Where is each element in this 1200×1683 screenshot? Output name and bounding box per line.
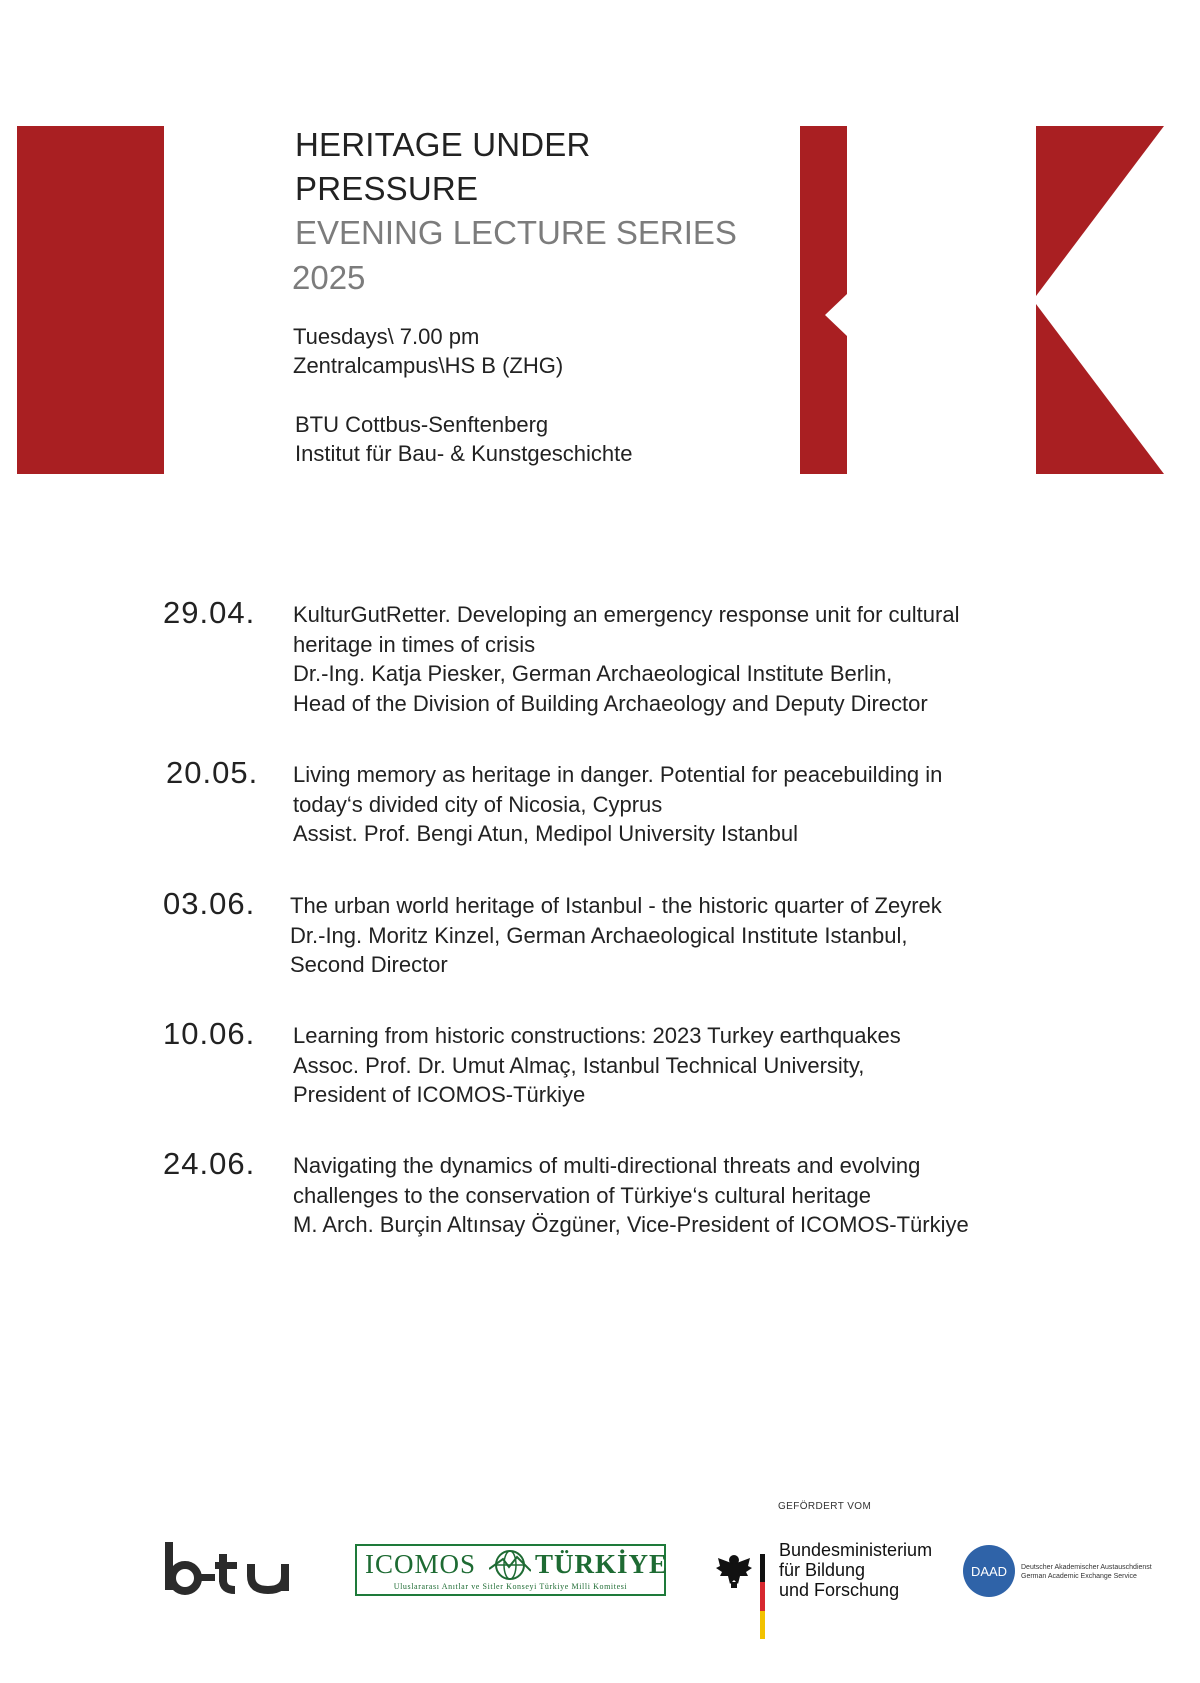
daad-line: Deutscher Akademischer Austauschdienst — [1021, 1564, 1152, 1571]
schedule-time: Tuesdays\ 7.00 pm — [293, 324, 480, 349]
german-flag-bar — [760, 1554, 765, 1639]
lecture-title-line: Learning from historic constructions: 2023 Turkey earthquakes — [293, 1023, 901, 1048]
red-k-graphic — [800, 126, 1164, 474]
host-institute: Institut für Bau- & Kunstgeschichte — [295, 441, 633, 466]
lecture-title-line: The urban world heritage of Istanbul - the historic quarter of Zeyrek — [290, 893, 942, 918]
lecture-speaker-line: M. Arch. Burçin Altınsay Özgüner, Vice-President of ICOMOS-Türkiye — [293, 1212, 969, 1237]
lecture-speaker-line: Head of the Division of Building Archaeology and Deputy Director — [293, 690, 928, 716]
funded-by-caption: GEFÖRDERT VOM — [778, 1501, 872, 1512]
lecture-date: 20.05. — [166, 755, 259, 790]
lecture-speaker-line: Assist. Prof. Bengi Atun, Medipol University Istanbul — [293, 821, 799, 846]
btu-logo — [163, 1540, 298, 1600]
lecture-title-line: KulturGutRetter. Developing an emergency response unit for cultural — [293, 602, 960, 627]
lecture-description — [293, 1021, 1033, 1110]
lecture-description — [293, 760, 1033, 849]
bmbf-text — [779, 1540, 932, 1600]
lecture-date: 29.04. — [163, 595, 256, 630]
subtitle-line-1: EVENING LECTURE SERIES — [295, 214, 737, 251]
lecture-description — [293, 600, 1033, 718]
lecture-speaker-line: Dr.-Ing. Katja Piesker, German Archaeological Institute Berlin, — [293, 661, 893, 686]
lecture-title-line: heritage in times of crisis — [293, 631, 536, 657]
lecture-speaker-line: Assoc. Prof. Dr. Umut Almaç, Istanbul Technical University, — [293, 1052, 865, 1078]
subtitle-year: 2025 — [292, 259, 366, 296]
title-line-1: HERITAGE UNDER — [295, 126, 591, 163]
lecture-speaker-line: Dr.-Ing. Moritz Kinzel, German Archaeological Institute Istanbul, — [290, 922, 908, 948]
icomos-wordmark: ICOMOS — [365, 1549, 477, 1579]
lecture-speaker-line: President of ICOMOS-Türkiye — [293, 1082, 586, 1107]
icomos-globe-icon — [489, 1549, 531, 1581]
turkiye-wordmark: TÜRKİYE — [535, 1549, 669, 1579]
bmbf-line: Bundesministerium — [779, 1540, 933, 1560]
title-line-2: PRESSURE — [295, 170, 479, 207]
lecture-title-line: Navigating the dynamics of multi-directional threats and evolving — [293, 1153, 921, 1178]
lecture-title-line: challenges to the conservation of Türkiye‘s cultural heritage — [293, 1182, 872, 1208]
lecture-description — [293, 1151, 1033, 1240]
lecture-date: 24.06. — [163, 1146, 256, 1181]
host-university: BTU Cottbus-Senftenberg — [295, 412, 549, 437]
daad-line: German Academic Exchange Service — [1021, 1573, 1137, 1580]
daad-mark: DAAD — [963, 1545, 1015, 1597]
bmbf-line: für Bildung — [779, 1560, 866, 1580]
red-block-left — [17, 126, 164, 474]
lecture-title-line: Living memory as heritage in danger. Potential for peacebuilding in — [293, 762, 943, 787]
lecture-speaker-line: Second Director — [290, 952, 448, 977]
federal-eagle-icon — [714, 1550, 754, 1590]
daad-logo — [963, 1545, 1173, 1600]
lecture-date: 10.06. — [163, 1016, 256, 1051]
lecture-description — [290, 891, 1030, 980]
lecture-title-line: today‘s divided city of Nicosia, Cyprus — [293, 791, 663, 817]
lecture-date: 03.06. — [163, 886, 256, 921]
icomos-subtitle: Uluslararası Anıtlar ve Sitler Konseyi Türkiye Milli Komitesi — [393, 1582, 628, 1591]
bmbf-line: und Forschung — [779, 1580, 900, 1600]
schedule-venue: Zentralcampus\HS B (ZHG) — [293, 353, 564, 378]
icomos-turkiye-logo — [355, 1544, 669, 1596]
daad-text — [1021, 1563, 1152, 1581]
bmbf-logo — [714, 1540, 934, 1640]
